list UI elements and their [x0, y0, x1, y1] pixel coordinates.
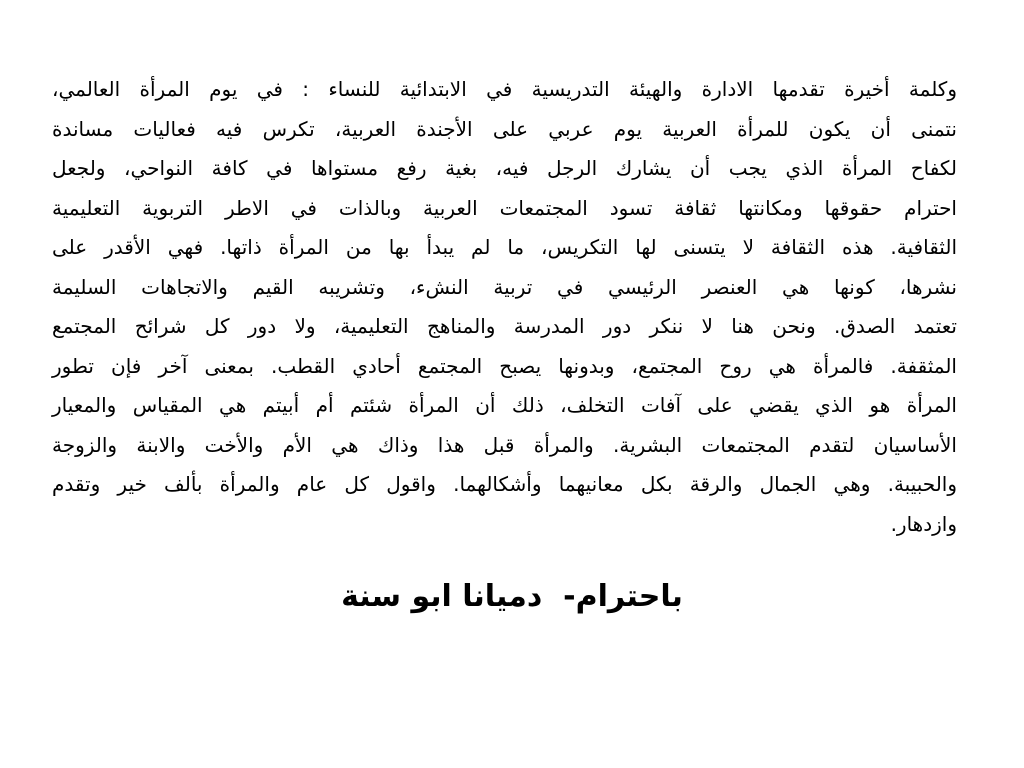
letter-line: نشرها، كونها هي العنصر الرئيسي في تربية النشء، وتشريبه القيم والاتجاهات السليمة [52, 274, 957, 299]
letter-line: المثقفة. فالمرأة هي روح المجتمع، وبدونها يصبح المجتمع أحادي القطب. بمعنى آخر فإن تطور [52, 353, 957, 378]
letter-line: والحبيبة. وهي الجمال والرقة بكل معانيهما وأشكالهما. واقول كل عام والمرأة بألف خير وتقدم [52, 472, 957, 496]
letter-line: احترام حقوقها ومكانتها ثقافة تسود المجتمعات العربية وبالذات في الاطر التربوية التعليمية [52, 195, 957, 220]
letter-line: نتمنى أن يكون للمرأة العربية يوم عربي على الأجندة العربية، تكرس فيه فعاليات مساندة [52, 116, 957, 141]
letter-line: لكفاح المرأة الذي يجب أن يشارك الرجل فيه، بغية رفع مستواها في كافة النواحي، ولجعل [52, 156, 957, 180]
letter-line: وازدهار. [890, 511, 957, 536]
letter-line: المرأة هو الذي يقضي على آفات التخلف، ذلك أن المرأة شئتم أم أبيتم هي المقياس والمعيار [52, 393, 957, 417]
letter-line: تعتمد الصدق. ونحن هنا لا ننكر دور المدرسة والمناهج التعليمية، ولا دور كل شرائح المجتمع [52, 314, 957, 338]
letter-line: وكلمة أخيرة تقدمها الادارة والهيئة التدريسية في الابتدائية للنساء : في يوم المرأة العالمي، [52, 77, 957, 101]
letter-body [52, 70, 957, 544]
signature: باحترام- دميانا ابو سنة [341, 579, 683, 614]
letter-line: الأساسيان لتقدم المجتمعات البشرية. والمرأة قبل هذا وذاك هي الأم والأخت والابنة والزوجة [52, 432, 957, 457]
letter-line: الثقافية. هذه الثقافة لا يتسنى لها التكريس، ما لم يبدأ بها من المرأة ذاتها. فهي الأقدر على [52, 235, 957, 259]
